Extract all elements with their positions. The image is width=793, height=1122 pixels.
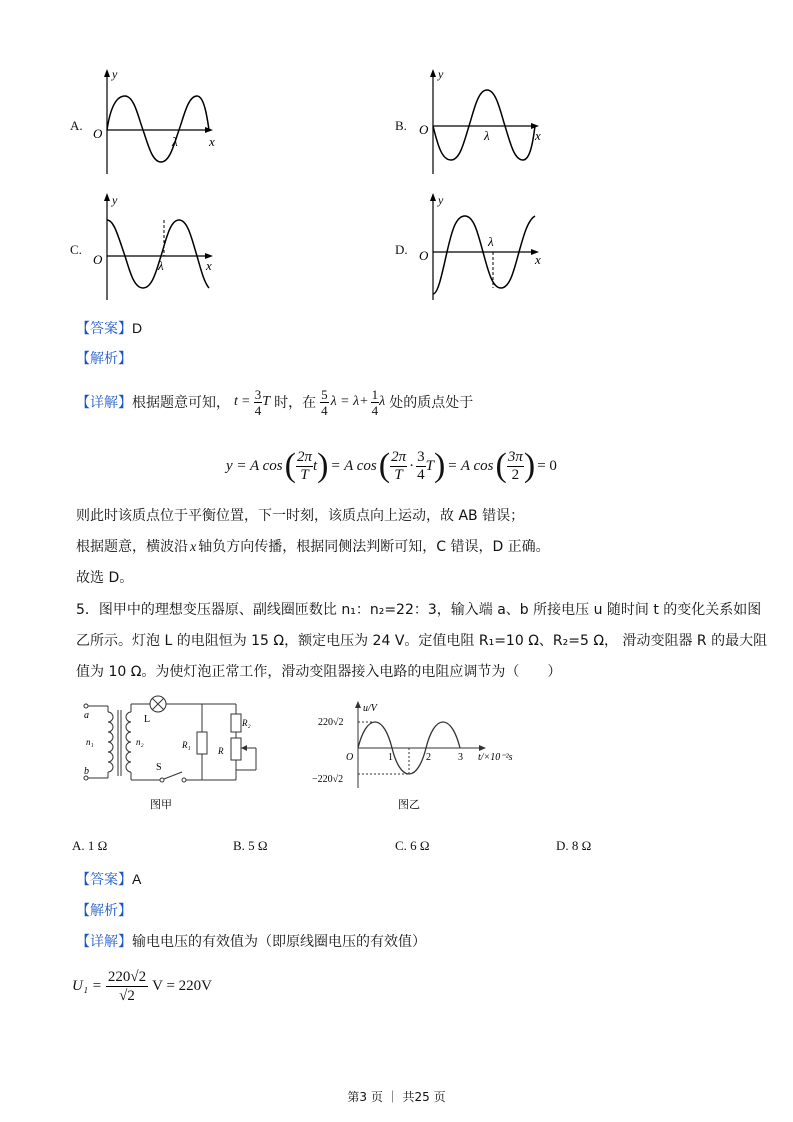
resistor-r1 xyxy=(197,732,207,754)
analysis-tag: 【解析】 xyxy=(76,903,132,919)
rheostat-r xyxy=(231,738,241,760)
terminal-a xyxy=(84,704,88,708)
primary-coil xyxy=(108,712,113,772)
x-label: t/×10⁻²s xyxy=(478,752,513,763)
analysis-tag: 【解析】 xyxy=(76,351,132,367)
u1-unit: V = 220V xyxy=(152,977,213,994)
tick-1: 1 xyxy=(388,752,393,763)
y-label: y xyxy=(438,67,444,81)
y-arrow xyxy=(104,69,110,77)
label-L: L xyxy=(144,714,151,725)
q4-detail-line xyxy=(76,384,473,420)
lambda-label: λ xyxy=(484,128,490,143)
wave-curve xyxy=(433,216,535,294)
q4-line2: 根据题意，横波沿 x 轴负方向传播，根据同侧法判断可知，C 错误，D 正确。 xyxy=(76,539,550,555)
frac-3-4: $\frac{3}{4}$ xyxy=(254,386,262,418)
detail-mid: 时，在 xyxy=(274,395,317,411)
origin-label: O xyxy=(346,752,354,763)
choice-b: B. 5 Ω xyxy=(233,838,268,853)
detail-tag: 【详解】 xyxy=(76,934,132,950)
answer-tag: 【答案】 xyxy=(76,872,132,888)
switch xyxy=(164,772,182,779)
lambda-label: λ xyxy=(488,234,494,249)
q5-detail xyxy=(76,931,426,951)
origin-label: O xyxy=(93,126,103,141)
y-arrow xyxy=(430,193,436,201)
graph-option-c xyxy=(88,190,228,302)
caption-fig2: 图乙 xyxy=(398,799,420,811)
label-n1: n₁ xyxy=(86,737,94,747)
ymax-label: 220√2 xyxy=(318,717,344,728)
x-label: x xyxy=(535,128,541,143)
q5-stem-line2: 乙所示。灯泡 L 的电阻恒为 15 Ω，额定电压为 24 V。定值电阻 R₁=10 Ω、R₂=5 Ω， 滑动变阻器 R 的最大阻 xyxy=(76,633,768,649)
q5-answer xyxy=(76,869,141,889)
secondary-coil xyxy=(126,712,131,772)
detail-text: 输电电压的有效值为（即原线圈电压的有效值） xyxy=(132,934,426,950)
label-n2: n₂ xyxy=(136,737,144,747)
figure-circuit xyxy=(78,692,268,818)
origin-label: O xyxy=(419,122,429,137)
q4-line3: 故选 D。 xyxy=(76,570,134,586)
x-label: x xyxy=(535,252,541,267)
x-label: x xyxy=(206,258,212,273)
y-label: y xyxy=(438,193,444,207)
detail-lambda: λ xyxy=(379,394,386,409)
lambda-label: λ xyxy=(158,258,164,273)
frac-1-4: $\frac{1}{4}$ xyxy=(371,386,379,418)
u1-formula xyxy=(72,962,212,1010)
detail-tag: 【详解】 xyxy=(76,395,132,411)
label-R1: R₁ xyxy=(182,740,191,750)
caption-fig1: 图甲 xyxy=(150,799,172,811)
q5-analysis xyxy=(76,900,132,920)
y-label: u/V xyxy=(363,703,377,714)
choice-a: A. 1 Ω xyxy=(72,838,108,853)
figure-voltage-graph xyxy=(310,700,530,818)
detail-T: T xyxy=(262,394,271,409)
detail-t: t xyxy=(234,394,238,409)
wave-curve xyxy=(433,90,535,160)
u1-lhs: U₁ = xyxy=(72,977,102,994)
tick-3: 3 xyxy=(458,752,463,763)
origin-label: O xyxy=(419,248,429,263)
option-a-label: A. xyxy=(70,118,83,133)
label-a: a xyxy=(84,710,89,721)
answer-value: D xyxy=(132,320,143,336)
resistor-r2 xyxy=(231,714,241,732)
y-arrow xyxy=(430,69,436,77)
tick-2: 2 xyxy=(426,752,431,763)
answer-tag: 【答案】 xyxy=(76,321,132,337)
answer-value: A xyxy=(132,871,142,887)
choice-c: C. 6 Ω xyxy=(395,838,430,853)
q5-stem-line1: 5．图甲中的理想变压器原、副线圈匝数比 n₁：n₂=22：3，输入端 a、b 所接电压 u 随时间 t 的变化关系如图 xyxy=(76,602,762,618)
option-b-label: B. xyxy=(395,118,407,133)
graph-option-d xyxy=(414,190,554,302)
option-d-label: D. xyxy=(395,242,408,257)
q5-stem-line3: 值为 10 Ω。为使灯泡正常工作，滑动变阻器接入电路的电阻应调节为（ ） xyxy=(76,664,562,680)
y-label: y xyxy=(112,67,118,81)
wave-curve xyxy=(107,96,209,162)
lambda-label: λ xyxy=(172,134,178,149)
label-R: R xyxy=(218,746,224,756)
origin-label: O xyxy=(93,252,103,267)
y-label: y xyxy=(112,193,118,207)
label-R2: R₂ xyxy=(242,718,251,728)
graph-option-a xyxy=(88,66,228,176)
detail-eq: = xyxy=(241,394,250,409)
label-b: b xyxy=(84,766,89,777)
option-c-label: C. xyxy=(70,242,82,257)
graph-option-b xyxy=(414,66,554,176)
wave-curve xyxy=(107,220,209,288)
q4-analysis xyxy=(76,348,132,368)
detail-post: 处的质点处于 xyxy=(389,395,474,411)
detail-lambda-expr: λ = λ+ xyxy=(330,394,369,409)
page-footer: 第3 页 ｜ 共25 页 xyxy=(347,1090,446,1104)
u1-fraction: $\frac{220√2}{√2}$ xyxy=(107,968,147,1004)
label-S: S xyxy=(156,762,162,773)
y-arrow xyxy=(104,193,110,201)
choice-d: D. 8 Ω xyxy=(556,838,592,853)
x-label: x xyxy=(209,134,215,149)
frac-5-4: 5 4 xyxy=(321,386,328,418)
q4-line1: 则此时该质点位于平衡位置，下一时刻，该质点向上运动，故 AB 错误； xyxy=(76,508,525,524)
q4-formula: y = A cos ( 2π T t ) = A cos ( 2π T · 3 4 T ) = A cos ( 3π 2 ) = 0 xyxy=(226,447,557,484)
ymin-label: −220√2 xyxy=(312,774,344,785)
q4-answer xyxy=(76,318,142,338)
detail-pre: 根据题意可知， xyxy=(132,395,230,411)
